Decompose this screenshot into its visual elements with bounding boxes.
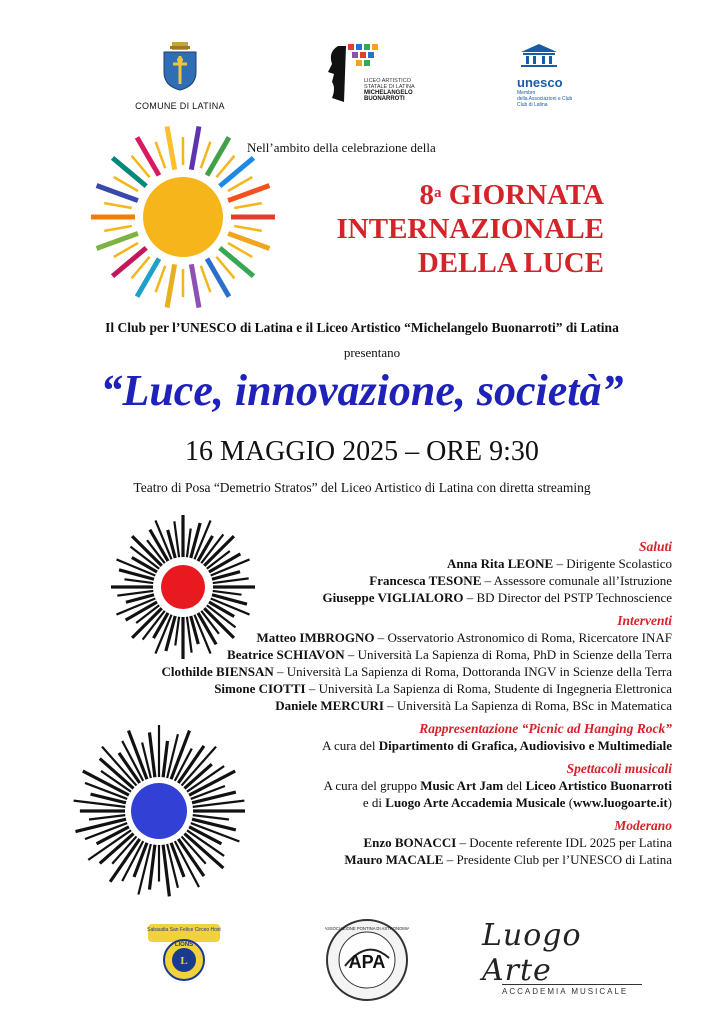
program-row (132, 680, 672, 697)
heading-line-2: INTERNAZIONALE (336, 213, 604, 245)
presentano-text: presentano (343, 345, 401, 360)
speaker-name: Matteo IMBROGNO (256, 630, 375, 645)
speaker-name: Simone CIOTTI (214, 681, 306, 696)
program (132, 538, 672, 868)
heading-ordinal: a (434, 185, 442, 201)
sun-ray (104, 203, 132, 208)
speaker-name: Giuseppe VIGLIALORO (322, 590, 464, 605)
program-row (132, 834, 672, 851)
unesco-logo (517, 42, 607, 108)
intro-text: Nell’ambito della celebrazione della (247, 140, 436, 155)
row-bold: Music Art Jam (420, 778, 504, 793)
sun-ray (201, 142, 211, 168)
heading-word: GIORNATA (448, 179, 604, 211)
sun-ray (156, 142, 166, 168)
unesco-word: unesco (517, 75, 563, 90)
liceo-line: STATALE DI LATINA (364, 84, 415, 90)
program-row (132, 697, 672, 714)
row-text: A cura del gruppo (323, 778, 421, 793)
speaker-role: – Osservatorio Astronomico di Roma, Ricercatore INAF (374, 630, 672, 645)
comune-latina-logo (135, 40, 225, 111)
moderano-label: Moderano (614, 818, 672, 833)
program-row (132, 663, 672, 680)
row-text: e di (362, 795, 386, 810)
row-bold: Luogo Arte Accademia Musicale (385, 795, 566, 810)
sun-ray (104, 226, 132, 231)
program-row (132, 851, 672, 868)
sun-ray (167, 264, 175, 307)
row-text: del (503, 778, 526, 793)
lions-text: LIONS (174, 942, 194, 948)
liceo-logo-text (364, 78, 415, 102)
speaker-role: – Università La Sapienza di Roma, BSc in Matematica (383, 698, 672, 713)
sun-ray (113, 158, 147, 186)
program-row (132, 589, 672, 606)
interventi-label: Interventi (617, 613, 672, 628)
event-date: 16 MAGGIO 2025 – ORE 9:30 (185, 436, 539, 467)
luogo-arte-logo (482, 918, 642, 996)
heading-number: 8 (419, 179, 435, 211)
speaker-role: – Docente referente IDL 2025 per Latina (456, 835, 672, 850)
apa-ring-text: ASSOCIAZIONE PONTINA DI ASTRONOMIA (325, 926, 409, 931)
liceo-line: BUONARROTI (364, 96, 405, 102)
speaker-role: – Università La Sapienza di Roma, Dottoranda INGV in Scienze della Terra (273, 664, 672, 679)
spettacoli-label: Spettacoli musicali (566, 761, 672, 776)
program-row (132, 629, 672, 646)
speaker-name: Daniele MERCURI (275, 698, 384, 713)
apa-logo (325, 918, 409, 1007)
row-bold: Dipartimento di Grafica, Audiovisivo e Multimediale (378, 738, 672, 753)
row-bold: Liceo Artistico Buonarroti (525, 778, 672, 793)
row-text: ) (667, 795, 672, 810)
row-text: ( (565, 795, 574, 810)
unesco-sub (517, 90, 607, 108)
speaker-role: – Università La Sapienza di Roma, Studente di Ingegneria Elettronica (305, 681, 672, 696)
sun-ray (191, 264, 199, 307)
program-row (132, 737, 672, 754)
luogo-arte-sub: ACCADEMIA MUSICALE (502, 984, 642, 996)
lions-top-text: Sabaudia San Felice Circeo Host (147, 927, 221, 933)
liceo-line: MICHELANGELO (364, 90, 413, 96)
speaker-role: – Dirigente Scolastico (553, 556, 672, 571)
sun-ray (113, 248, 147, 276)
speaker-role: – Presidente Club per l’UNESCO di Latina (443, 852, 672, 867)
event-venue: Teatro di Posa “Demetrio Stratos” del Liceo Artistico di Latina con diretta streaming (133, 480, 591, 495)
speaker-name: Clothilde BIENSAN (161, 664, 274, 679)
program-row (132, 646, 672, 663)
speaker-role: – BD Director del PSTP Technoscience (463, 590, 672, 605)
apa-text: APA (348, 952, 386, 972)
lions-emblem-icon (146, 922, 222, 984)
lions-logo (146, 922, 222, 989)
unesco-line: Membro (517, 90, 536, 96)
program-row (132, 777, 672, 794)
comune-latina-name: COMUNE DI LATINA (135, 101, 225, 111)
speaker-name: Mauro MACALE (344, 852, 444, 867)
svg-text:L: L (180, 955, 188, 967)
sun-disc (143, 177, 223, 257)
sun-ray (201, 266, 211, 292)
burst-ray (89, 815, 125, 819)
program-row (132, 572, 672, 589)
speaker-name: Anna Rita LEONE (447, 556, 554, 571)
heading-line-1 (244, 178, 604, 212)
row-text: A cura del (322, 738, 379, 753)
sun-ray (167, 126, 175, 169)
organizers-text: Il Club per l’UNESCO di Latina e il Liceo Artistico “Michelangelo Buonarroti” di Latina (105, 320, 619, 335)
sun-ray (191, 126, 199, 169)
apa-emblem-icon (325, 918, 409, 1002)
saluti-label: Saluti (638, 539, 672, 554)
heading-line-3: DELLA LUCE (417, 247, 604, 279)
rappresentazione-label: Rappresentazione “Picnic ad Hanging Rock” (419, 721, 672, 736)
event-heading (244, 178, 604, 280)
program-row (132, 555, 672, 572)
speaker-role: – Assessore comunale all’Istruzione (481, 573, 672, 588)
luogo-arte-script: Luogo Arte (482, 918, 582, 988)
liceo-line: LICEO ARTISTICO (364, 78, 411, 84)
speaker-name: Francesca TESONE (369, 573, 482, 588)
unesco-temple-icon (517, 42, 561, 68)
liceo-logo (322, 42, 442, 104)
sun-ray (156, 266, 166, 292)
coat-of-arms-icon (160, 40, 200, 92)
website-link[interactable]: www.luogoarte.it (573, 795, 668, 810)
speaker-role: – Università La Sapienza di Roma, PhD in Scienze della Terra (344, 647, 672, 662)
program-row (132, 794, 672, 811)
event-title: “Luce, innovazione, società” (100, 366, 624, 415)
unesco-line: Club di Latina (517, 102, 548, 108)
speaker-name: Beatrice SCHIAVON (227, 647, 345, 662)
unesco-line: della Associazioni e Club (517, 96, 573, 102)
speaker-name: Enzo BONACCI (363, 835, 457, 850)
